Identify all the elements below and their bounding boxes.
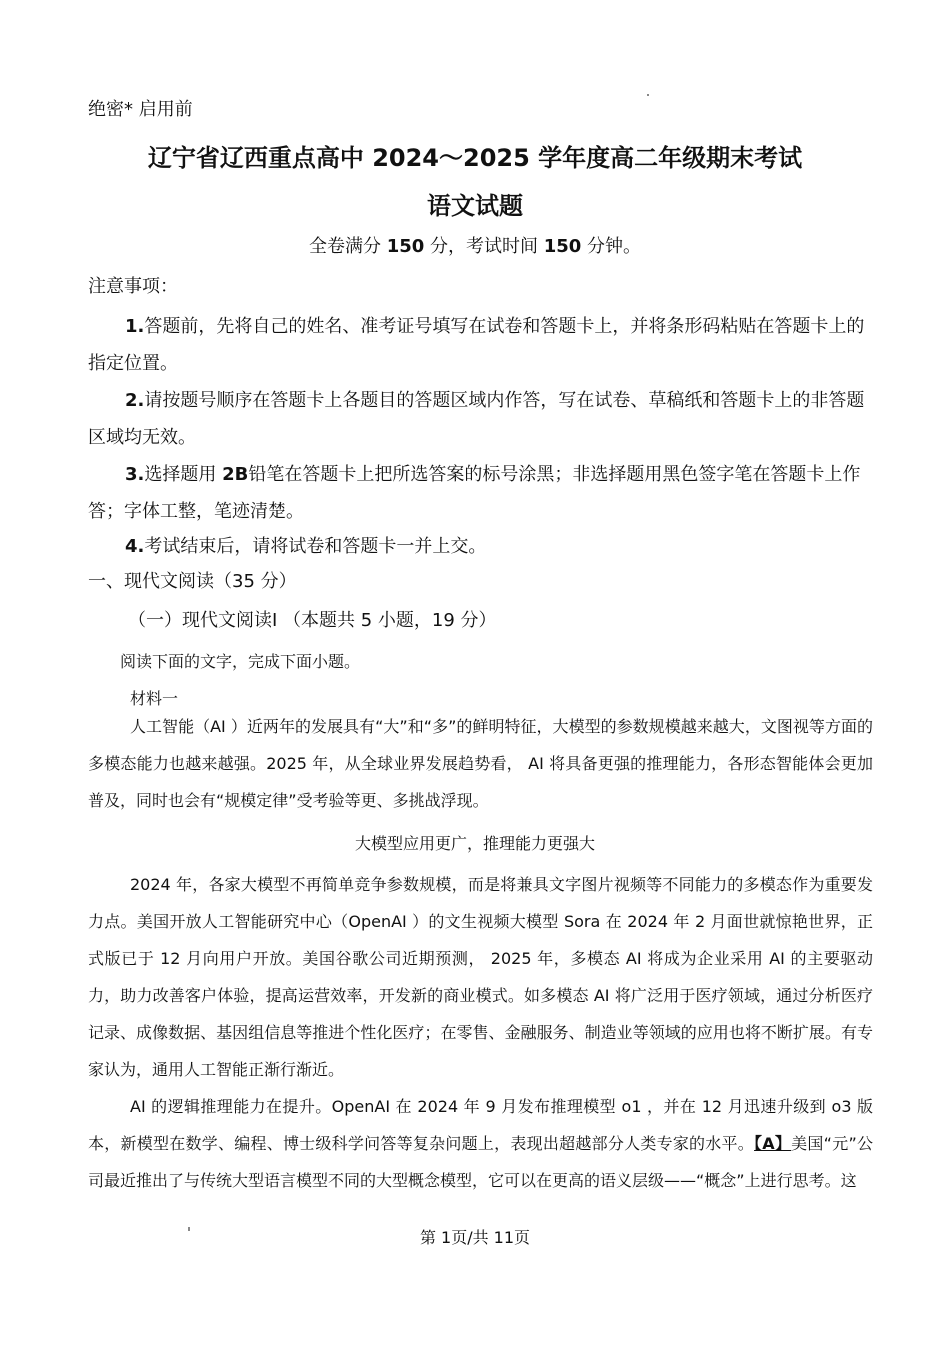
passage-paragraph: AI 的逻辑推理能力在提升。OpenAI 在 2024 年 9 月发布推理模型 o1 ，并在 12 月迅速升级到 o3 版本，新模型在数学、编程、博士级科学问答等复杂问题上，表现出超越部分人类专家的水平。【A】美国“元”公司最近推出了与传统大型语言模型不同的大型概念模型，它可以在更高的语义层级——“概念”上进行思考。这 <box>88 1097 873 1190</box>
scan-speck <box>647 94 649 96</box>
notice-heading: 注意事项： <box>88 276 178 297</box>
notice-item: 1.答题前，先将自己的姓名、准考证号填写在试卷和答题卡上，并将条形码粘贴在答题卡上的指定位置。 <box>88 316 865 374</box>
exam-title: 辽宁省辽西重点高中 2024～2025 学年度高二年级期末考试 <box>147 144 803 172</box>
question-marker-a: 【A】 <box>754 1134 792 1153</box>
passage-heading: 大模型应用更广，推理能力更强大 <box>354 834 595 853</box>
notice-item: 2.请按题号顺序在答题卡上各题目的答题区域内作答，写在试卷、草稿纸和答题卡上的非答题区域均无效。 <box>88 390 865 448</box>
notice-item: 3.选择题用 2B铅笔在答题卡上把所选答案的标号涂黑；非选择题用黑色签字笔在答题卡上作答；字体工整，笔迹清楚。 <box>88 464 861 522</box>
passage-paragraph: 2024 年，各家大模型不再简单竞争参数规模，而是将兼具文字图片视频等不同能力的多模态作为重要发力点。美国开放人工智能研究中心（OpenAI ）的文生视频大模型 Sora 在 2024 年 2 月面世就惊艳世界，正式版已于 12 月向用户开放。美国谷歌公司近期预测， 2025 年，多模态 AI 将成为企业采用 AI 的主要驱动力，助力改善客户体验，提高运营效率，开发新的商业模式。如多模态 AI 将广泛用于医疗领域，通过分析医疗记录、成像数据、基因组信息等推进个性化医疗；在零售、金融服务、制造业等领域的应用也将不断扩展。有专家认为，通用人工智能正渐行渐近。 <box>88 875 873 1079</box>
material-label: 材料一 <box>130 689 179 708</box>
passage-paragraph: 人工智能（AI ）近两年的发展具有“大”和“多”的鲜明特征，大模型的参数规模越来越大，文图视等方面的多模态能力也越来越强。2025 年，从全球业界发展趋势看， AI 将具备更强的推理能力，各形态智能体会更加普及，同时也会有“规模定律”受考验等更、多挑战浮现。 <box>88 717 873 810</box>
exam-subject: 语文试题 <box>427 192 523 220</box>
reading-instruction: 阅读下面的文字，完成下面小题。 <box>120 652 361 671</box>
page-footer: 第 1页/共 11页 <box>419 1228 531 1247</box>
notice-item: 4.考试结束后，请将试卷和答题卡一并上交。 <box>125 536 487 557</box>
confidential-label: 绝密* 启用前 <box>88 99 193 120</box>
score-time-line: 全卷满分 150 分，考试时间 150 分钟。 <box>308 236 642 257</box>
subsection-title: （一）现代文阅读Ⅰ （本题共 5 小题，19 分） <box>128 610 497 631</box>
section-title: 一、现代文阅读（35 分） <box>88 571 297 592</box>
